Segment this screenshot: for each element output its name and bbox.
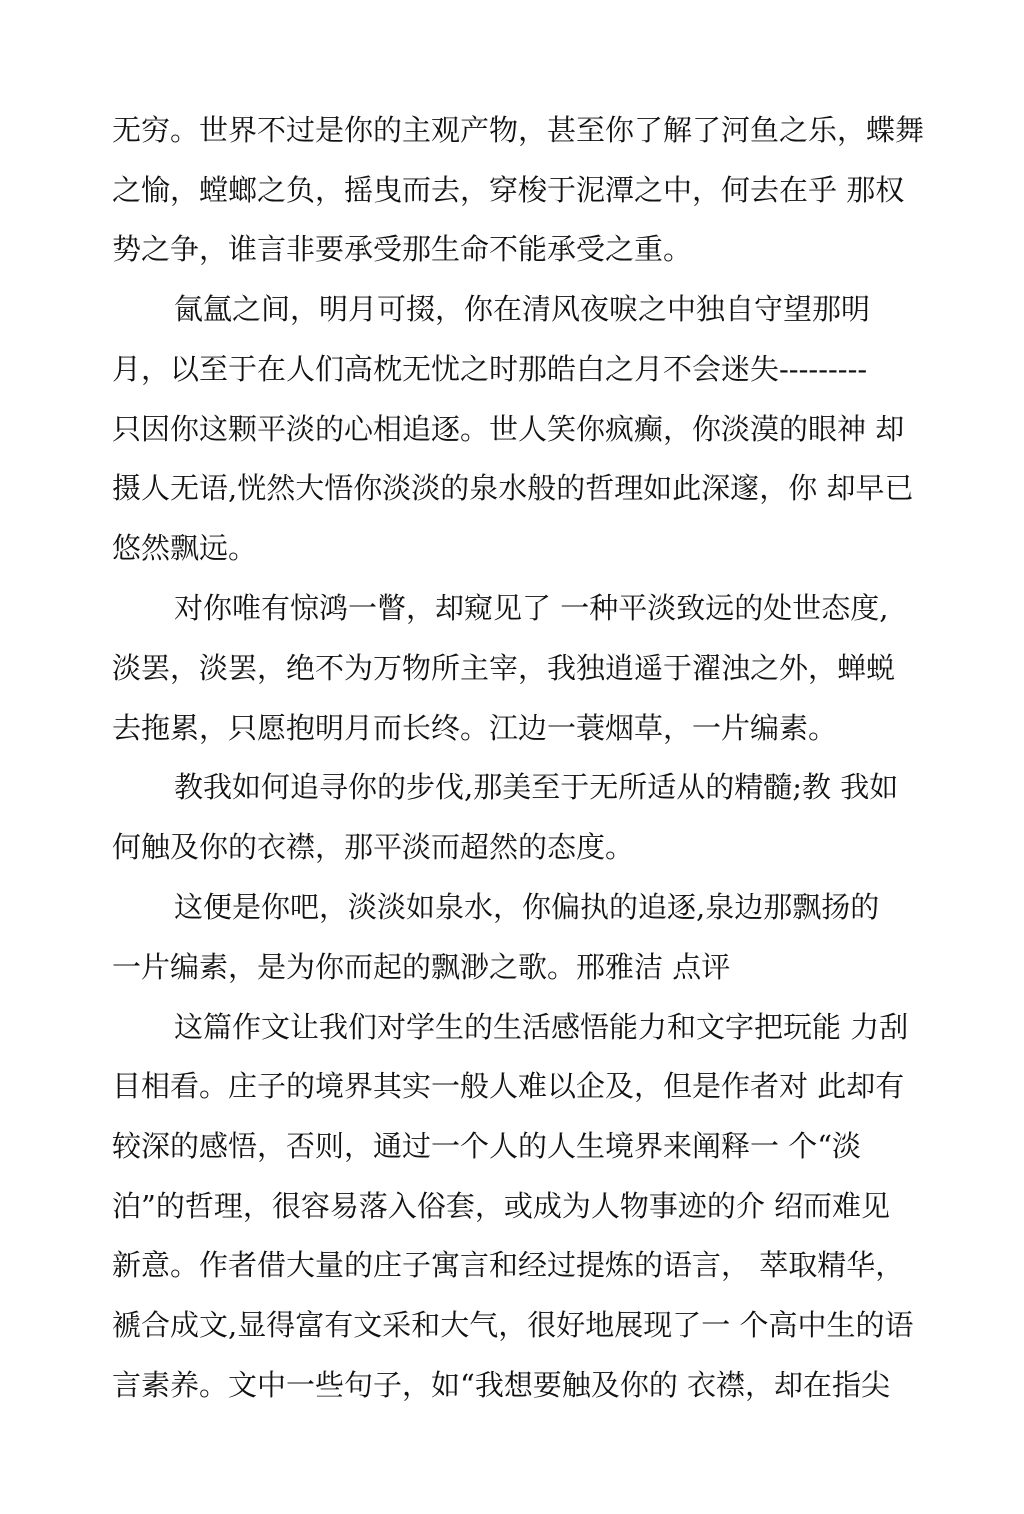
text-line: 新意。作者借大量的庄子寓言和经过提炼的语言， 萃取精华， [112,1248,905,1282]
text-line: 只因你这颗平淡的心相追逐。世人笑你疯癫，你淡漠的眼神 却 [112,412,905,446]
text-line: 势之争，谁言非要承受那生命不能承受之重。 [112,232,693,266]
text-line: 淡罢，淡罢，绝不为万物所主宰，我独逍遥于濯浊之外，蝉蜕 [112,651,896,685]
text-line: 悠然飘远。 [112,531,258,565]
text-line: 去拖累，只愿抱明月而长终。江边一蓑烟草，一片编素。 [112,711,838,745]
paragraph-first-line: 教我如何追寻你的步伐,那美至于无所适从的精髓;教 我如 [174,770,899,804]
text-line: 泊”的哲理，很容易落入俗套，或成为人物事迹的介 绍而难见 [112,1189,891,1223]
text-line: 一片编素，是为你而起的飘渺之歌。邢雅洁 点评 [112,950,731,984]
text-line: 无穷。世界不过是你的主观产物，甚至你了解了河鱼之乐，蝶舞 [112,113,925,147]
paragraph-first-line: 这便是你吧，淡淡如泉水，你偏执的追逐,泉边那飘扬的 [174,890,880,924]
text-line: 言素养。文中一些句子，如“我想要触及你的 衣襟，却在指尖 [112,1368,891,1402]
text-line: 较深的感悟，否则，通过一个人的人生境界来阐释一 个“淡 [112,1129,862,1163]
paragraph-first-line: 氤氲之间，明月可掇，你在清风夜唳之中独自守望那明 [174,292,871,326]
text-line: 褫合成文,显得富有文采和大气，很好地展现了一 个高中生的语 [112,1308,914,1342]
paragraph-first-line: 这篇作文让我们对学生的生活感悟能力和文字把玩能 力刮 [174,1010,909,1044]
paragraph-first-line: 对你唯有惊鸿一瞥，却窥见了 一种平淡致远的处世态度, [174,591,889,625]
text-line: 月，以至于在人们高枕无忧之时那皓白之月不会迷失--------- [112,352,868,386]
text-line: 何触及你的衣襟，那平淡而超然的态度。 [112,830,635,864]
text-line: 目相看。庄子的境界其实一般人难以企及，但是作者对 此却有 [112,1069,905,1103]
text-line: 之愉，螳螂之负，摇曳而去，穿梭于泥潭之中，何去在乎 那权 [112,173,905,207]
text-line: 摄人无语,恍然大悟你淡淡的泉水般的哲理如此深邃，你 却早已 [112,471,914,505]
